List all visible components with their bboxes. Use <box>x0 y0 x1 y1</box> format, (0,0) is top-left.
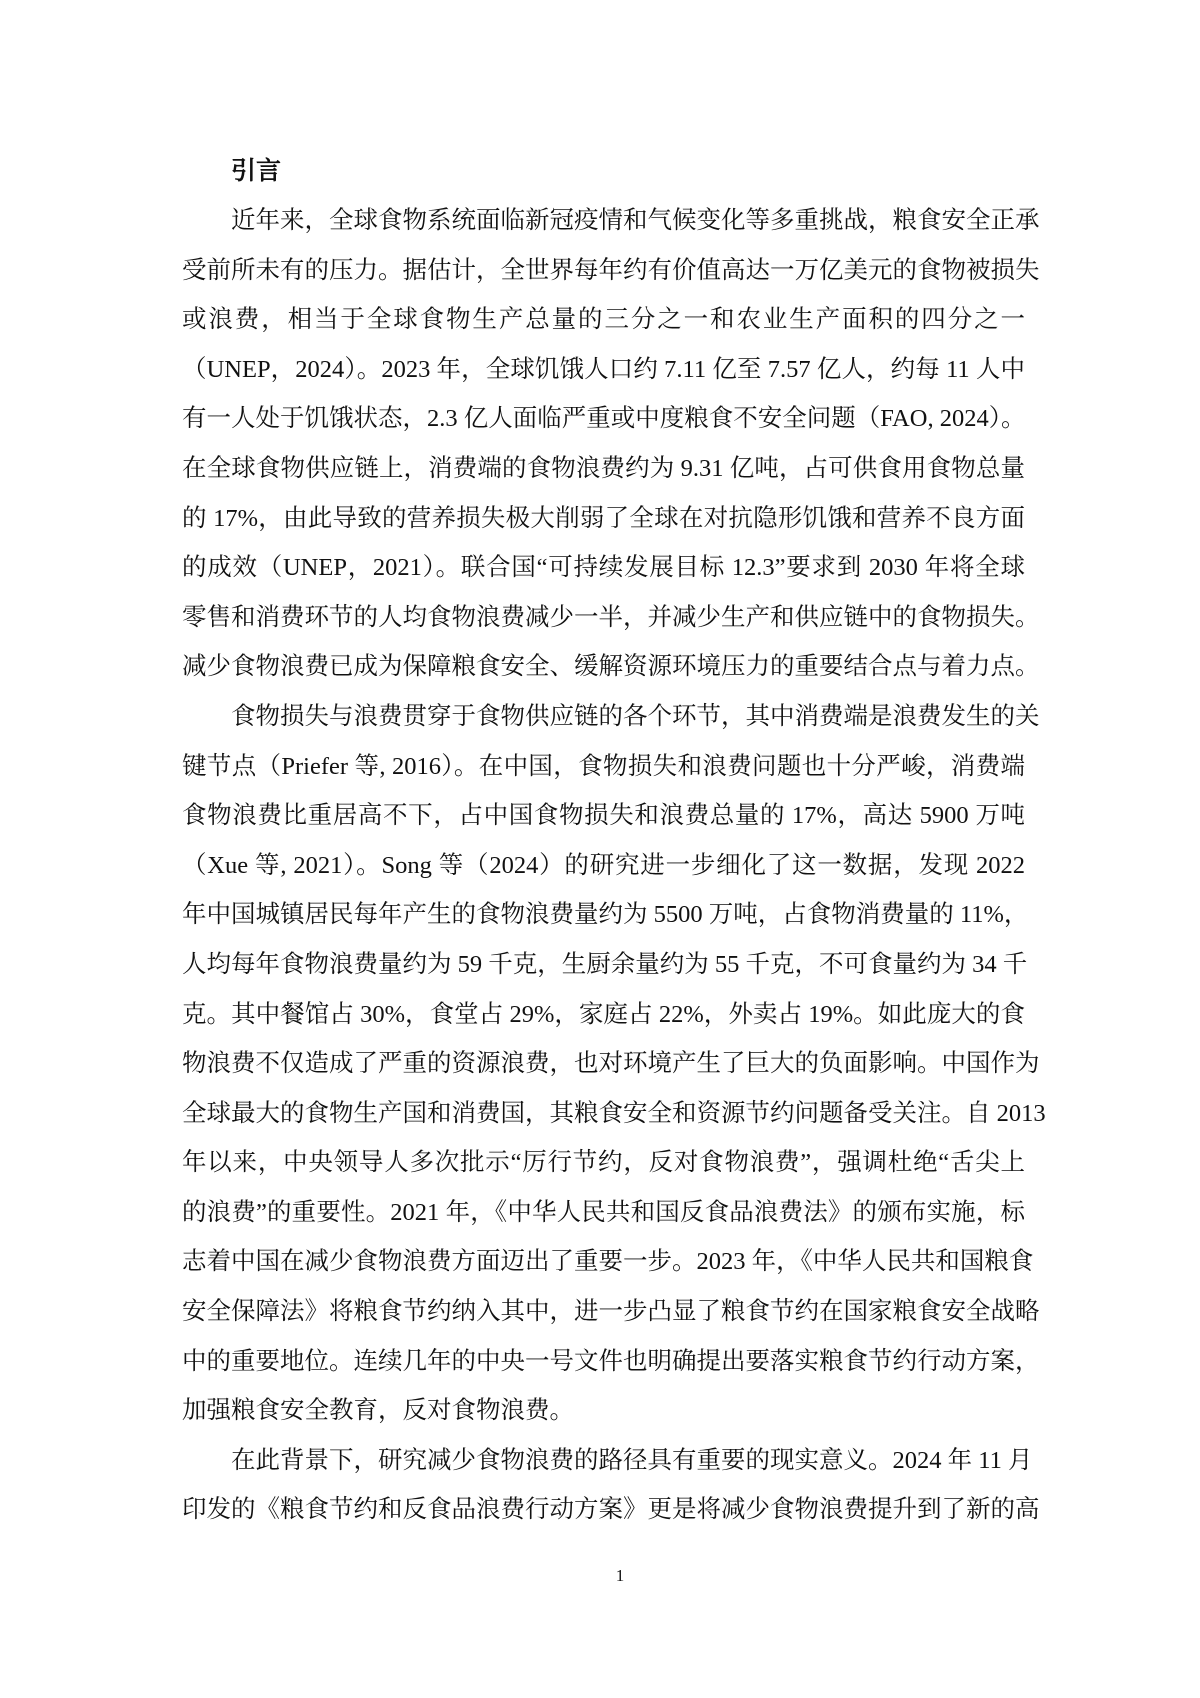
body-text <box>182 196 1046 1535</box>
paragraph <box>182 1436 1040 1535</box>
text-line: 近年来，全球食物系统面临新冠疫情和气候变化等多重挑战，粮食安全正承 <box>231 207 1040 234</box>
section-heading: 引言 <box>231 156 282 185</box>
text-line: 克。其中餐馆占 30%，食堂占 29%，家庭占 22%，外卖占 19%。如此庞大的食 <box>182 1000 1025 1028</box>
text-line: 安全保障法》将粮食节约纳入其中，进一步凸显了粮食节约在国家粮食安全战略 <box>182 1298 1040 1326</box>
text-line: 减少食物浪费已成为保障粮食安全、缓解资源环境压力的重要结合点与着力点。 <box>182 653 1040 681</box>
text-line: 或浪费，相当于全球食物生产总量的三分之一和农业生产面积的四分之一 <box>182 306 1025 334</box>
text-line: 年以来，中央领导人多次批示“厉行节约，反对食物浪费”，强调杜绝“舌尖上 <box>182 1149 1025 1177</box>
text-line: 有一人处于饥饿状态，2.3 亿人面临严重或中度粮食不安全问题（FAO, 2024）。 <box>182 405 1026 433</box>
text-line: （UNEP，2024）。2023 年，全球饥饿人口约 7.11 亿至 7.57 亿人，约每 11 人中 <box>182 355 1025 383</box>
text-line: 全球最大的食物生产国和消费国，其粮食安全和资源节约问题备受关注。自 2013 <box>182 1099 1046 1127</box>
text-line: 加强粮食安全教育，反对食物浪费。 <box>182 1397 574 1425</box>
text-line: 的浪费”的重要性。2021 年，《中华人民共和国反食品浪费法》的颁布实施，标 <box>182 1198 1025 1226</box>
text-line: 物浪费不仅造成了严重的资源浪费，也对环境产生了巨大的负面影响。中国作为 <box>182 1050 1040 1078</box>
text-line: 键节点（Priefer 等, 2016）。在中国，食物损失和浪费问题也十分严峻，消费端 <box>182 752 1025 780</box>
text-line: 的成效（UNEP，2021）。联合国“可持续发展目标 12.3”要求到 2030 年将全球 <box>182 554 1025 582</box>
text-line: 中的重要地位。连续几年的中央一号文件也明确提出要落实粮食节约行动方案， <box>182 1347 1040 1375</box>
text-line: 年中国城镇居民每年产生的食物浪费量约为 5500 万吨，占食物消费量的 11%， <box>182 901 1029 929</box>
text-line: 的 17%，由此导致的营养损失极大削弱了全球在对抗隐形饥饿和营养不良方面 <box>182 504 1025 532</box>
text-line: 食物损失与浪费贯穿于食物供应链的各个环节，其中消费端是浪费发生的关 <box>231 702 1040 730</box>
text-line: 印发的《粮食节约和反食品浪费行动方案》更是将减少食物浪费提升到了新的高 <box>182 1496 1040 1524</box>
text-line: 在全球食物供应链上，消费端的食物浪费约为 9.31 亿吨，占可供食用食物总量 <box>182 454 1025 482</box>
text-line: 志着中国在减少食物浪费方面迈出了重要一步。2023 年，《中华人民共和国粮食 <box>182 1248 1034 1276</box>
text-line: 受前所未有的压力。据估计，全世界每年约有价值高达一万亿美元的食物被损失 <box>182 256 1040 284</box>
text-line: 人均每年食物浪费量约为 59 千克，生厨余量约为 55 千克，不可食量约为 34 千 <box>182 950 1028 978</box>
paragraph <box>182 692 1046 1436</box>
paragraph <box>182 196 1040 692</box>
page-number: 1 <box>615 1566 625 1585</box>
text-line: 食物浪费比重居高不下，占中国食物损失和浪费总量的 17%，高达 5900 万吨 <box>182 802 1025 830</box>
text-line: （Xue 等, 2021）。Song 等（2024）的研究进一步细化了这一数据，发现 2022 <box>182 851 1025 879</box>
text-line: 零售和消费环节的人均食物浪费减少一半，并减少生产和供应链中的食物损失。 <box>182 603 1040 631</box>
text-line: 在此背景下，研究减少食物浪费的路径具有重要的现实意义。2024 年 11 月 <box>231 1446 1033 1474</box>
